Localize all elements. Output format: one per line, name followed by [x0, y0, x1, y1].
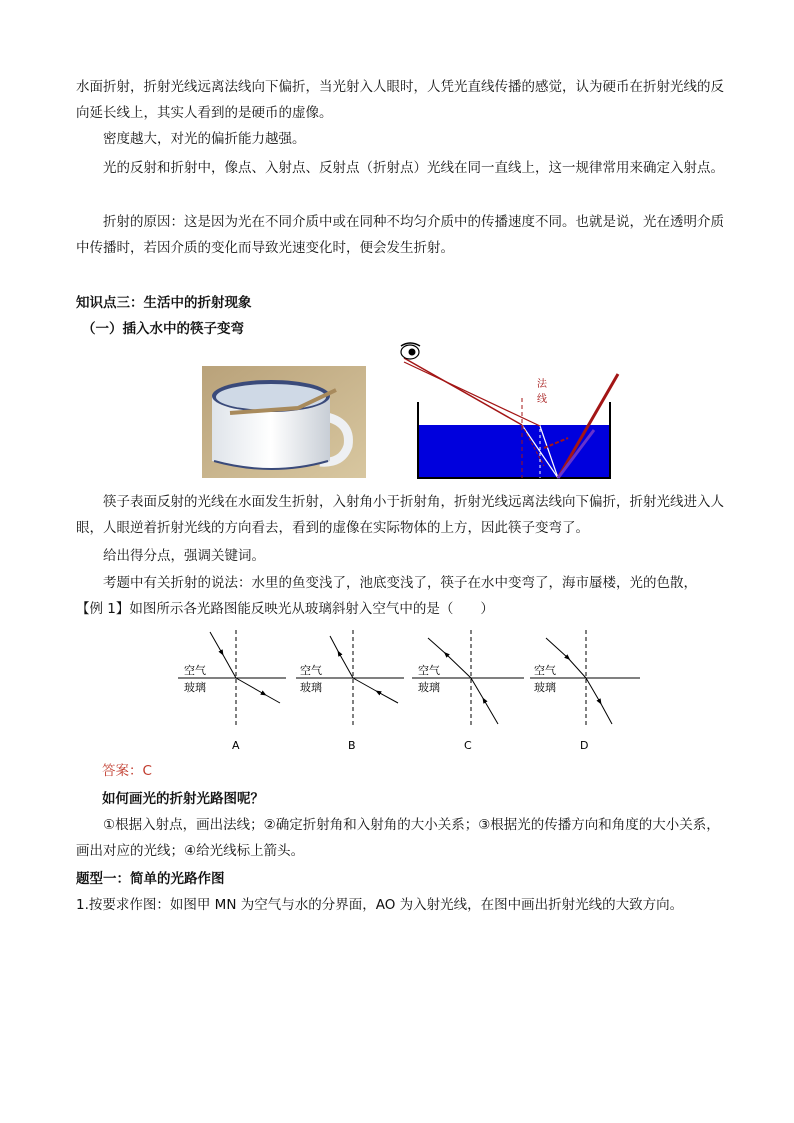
diagram-d — [530, 630, 640, 752]
paragraph-refraction-reason: 折射的原因：这是因为光在不同介质中或在同种不均匀介质中的传播速度不同。也就是说，光在透明介质中传播时，若因介质的变化而导致光速变化时，便会发生折射。 — [76, 214, 724, 256]
paragraph-exam-statements: 考题中有关折射的说法：水里的鱼变浅了，池底变浅了，筷子在水中变弯了，海市蜃楼，光的色散， — [103, 575, 697, 591]
chopstick-refraction-diagram — [398, 338, 624, 480]
paragraph-density: 密度越大，对光的偏折能力越强。 — [103, 131, 306, 147]
svg-text:玻璃: 玻璃 — [418, 681, 440, 694]
svg-text:空气: 空气 — [300, 664, 322, 677]
svg-text:玻璃: 玻璃 — [534, 681, 556, 694]
svg-text:D: D — [580, 739, 589, 752]
paragraph-chopstick-explain: 筷子表面反射的光线在水面发生折射，入射角小于折射角，折射光线远离法线向下偏折，折射光线进入人眼，人眼逆着折射光线的方向看去，看到的虚像在实际物体的上方，因此筷子变弯了。 — [76, 494, 724, 536]
svg-text:B: B — [348, 739, 356, 752]
paragraph-refraction-coin: 水面折射，折射光线远离法线向下偏折，当光射入人眼时，人凭光直线传播的感觉，认为硬币在折射光线的反向延长线上，其实人看到的是硬币的虚像。 — [76, 79, 724, 121]
svg-text:A: A — [232, 739, 240, 752]
svg-text:玻璃: 玻璃 — [300, 681, 322, 694]
refracted-ray-to-eye — [404, 358, 522, 425]
diagram-c — [412, 630, 524, 752]
section-title: 知识点三：生活中的折射现象 — [76, 295, 252, 311]
eye-icon — [401, 343, 420, 359]
svg-text:C: C — [464, 739, 472, 752]
water-region — [418, 425, 610, 478]
section-subtitle: （一）插入水中的筷子变弯 — [82, 321, 244, 337]
normal-label-1: 法 — [537, 379, 547, 390]
type1-question: 1.按要求作图：如图甲 MN 为空气与水的分界面，AO 为入射光线，在图中画出折射光线的大致方向。 — [76, 897, 684, 913]
svg-text:空气: 空气 — [534, 664, 556, 677]
diagram-b — [296, 630, 404, 752]
svg-text:空气: 空气 — [418, 664, 440, 677]
refracted-ray-2 — [404, 362, 540, 426]
example-question: 【例 1】如图所示各光路图能反映光从玻璃斜射入空气中的是（ ） — [76, 601, 494, 617]
normal-label-2: 线 — [537, 394, 547, 405]
mug-chopstick-photo — [202, 366, 366, 478]
svg-text:空气: 空气 — [184, 664, 206, 677]
diagram-a — [178, 630, 286, 752]
howto-title: 如何画光的折射光路图呢？ — [102, 791, 264, 807]
answer-text: 答案：C — [102, 763, 152, 779]
example-diagrams — [176, 628, 646, 756]
svg-text:玻璃: 玻璃 — [184, 681, 206, 694]
paragraph-image-point-rule: 光的反射和折射中，像点、入射点、反射点（折射点）光线在同一直线上，这一规律常用来确定入射点。 — [103, 160, 724, 176]
paragraph-key-points: 给出得分点，强调关键词。 — [103, 548, 265, 564]
howto-steps: ①根据入射点，画出法线；②确定折射角和入射角的大小关系；③根据光的传播方向和角度的大小关系，画出对应的光线；④给光线标上箭头。 — [76, 817, 720, 859]
type1-title: 题型一：简单的光路作图 — [76, 871, 225, 887]
